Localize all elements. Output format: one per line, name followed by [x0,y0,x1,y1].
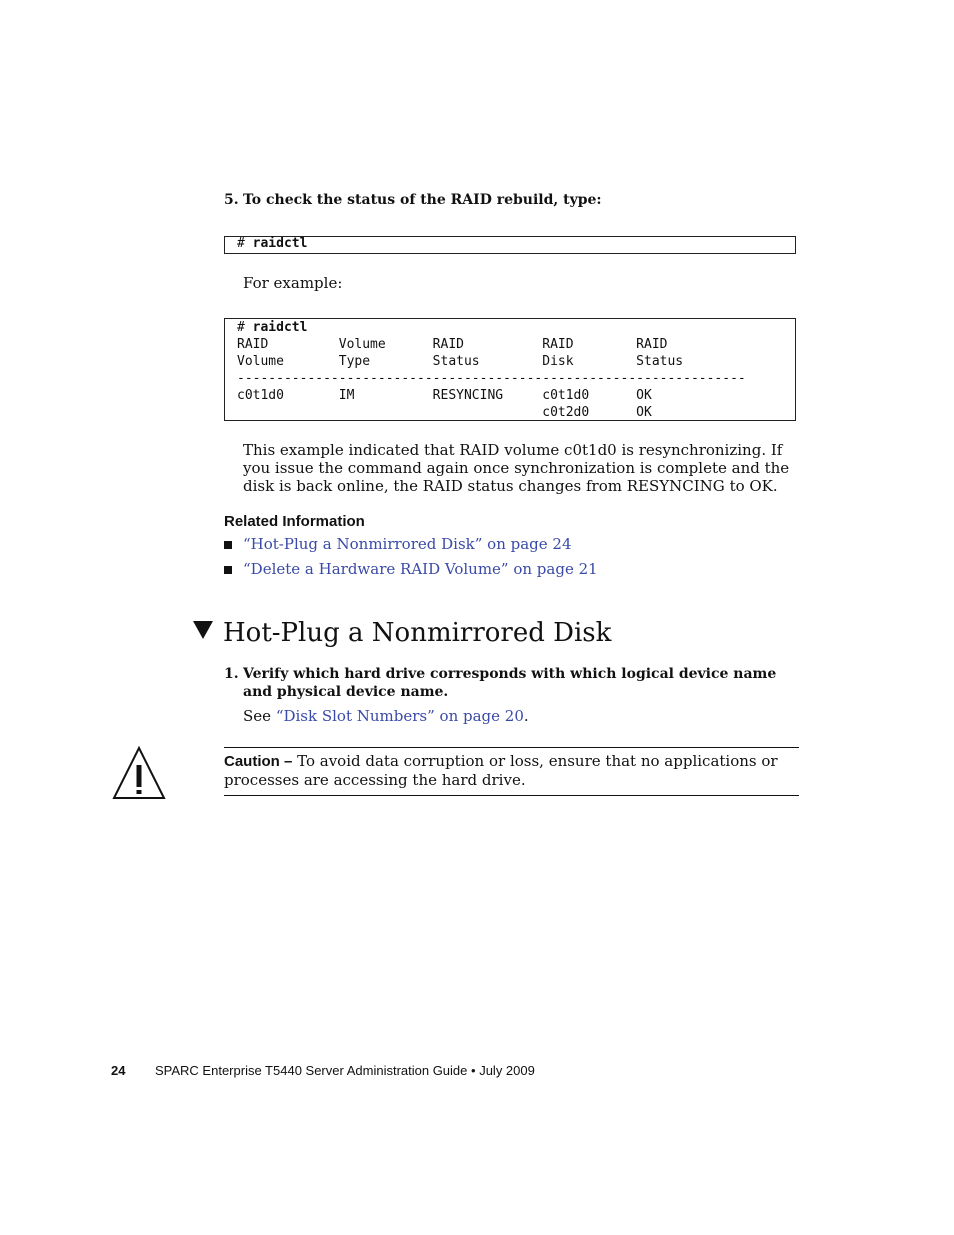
output-line: c0t1d0 IM RESYNCING c0t1d0 OK [237,388,652,403]
output-line: Volume Type Status Disk Status [237,354,684,369]
output-line: c0t2d0 OK [237,405,652,420]
caution-body: To avoid data corruption or loss, ensure that no applications or processes are accessing the hard drive. [224,752,778,789]
step-number: 5. [224,192,239,208]
footer-title: SPARC Enterprise T5440 Server Administration Guide [155,1063,468,1078]
section-title [193,618,611,648]
disk-slot-numbers-link[interactable]: “Disk Slot Numbers” on page 20 [275,707,524,725]
page-number: 24 [111,1063,126,1078]
footer-separator: • [471,1063,476,1078]
footer-doc-info [155,1063,535,1078]
caution-label: Caution – [224,753,293,770]
related-information-heading: Related Information [224,513,365,530]
triangle-down-icon [193,621,213,639]
for-example-text: For example: [243,274,343,292]
bullet-icon [224,566,232,574]
shell-prompt: # [237,320,245,335]
section-title-text: Hot-Plug a Nonmirrored Disk [223,618,612,648]
caution-text [224,752,799,789]
step-1-instruction [224,665,784,701]
step-number: 1. [224,666,239,682]
command-box [224,236,796,254]
command-output-box [224,318,796,421]
see-prefix: See [243,707,276,725]
see-reference [243,707,529,725]
command-text: raidctl [252,320,308,335]
caution-top-rule [224,747,799,748]
step-text: To check the status of the RAID rebuild, type: [243,192,602,208]
step-text: Verify which hard drive corresponds with which logical device name and physical device name. [243,666,777,700]
step-5-instruction [224,192,602,208]
caution-bottom-rule [224,795,799,796]
caution-warning-icon [111,745,167,801]
output-line: RAID Volume RAID RAID RAID [237,337,668,352]
related-link-delete-raid[interactable]: “Delete a Hardware RAID Volume” on page 21 [243,560,598,578]
footer-date: July 2009 [479,1063,535,1078]
command-text: raidctl [252,236,308,251]
related-link-hot-plug[interactable]: “Hot-Plug a Nonmirrored Disk” on page 24 [243,535,572,553]
see-suffix: . [523,707,529,725]
bullet-icon [224,541,232,549]
explanation-paragraph: This example indicated that RAID volume c0t1d0 is resynchronizing. If you issue the command again once synchronization is complete and the disk is back online, the RAID status changes from RESYNCING to OK. [243,441,790,495]
shell-prompt: # [237,236,245,251]
output-line: ----------------------------------------------------------------- [237,371,746,386]
